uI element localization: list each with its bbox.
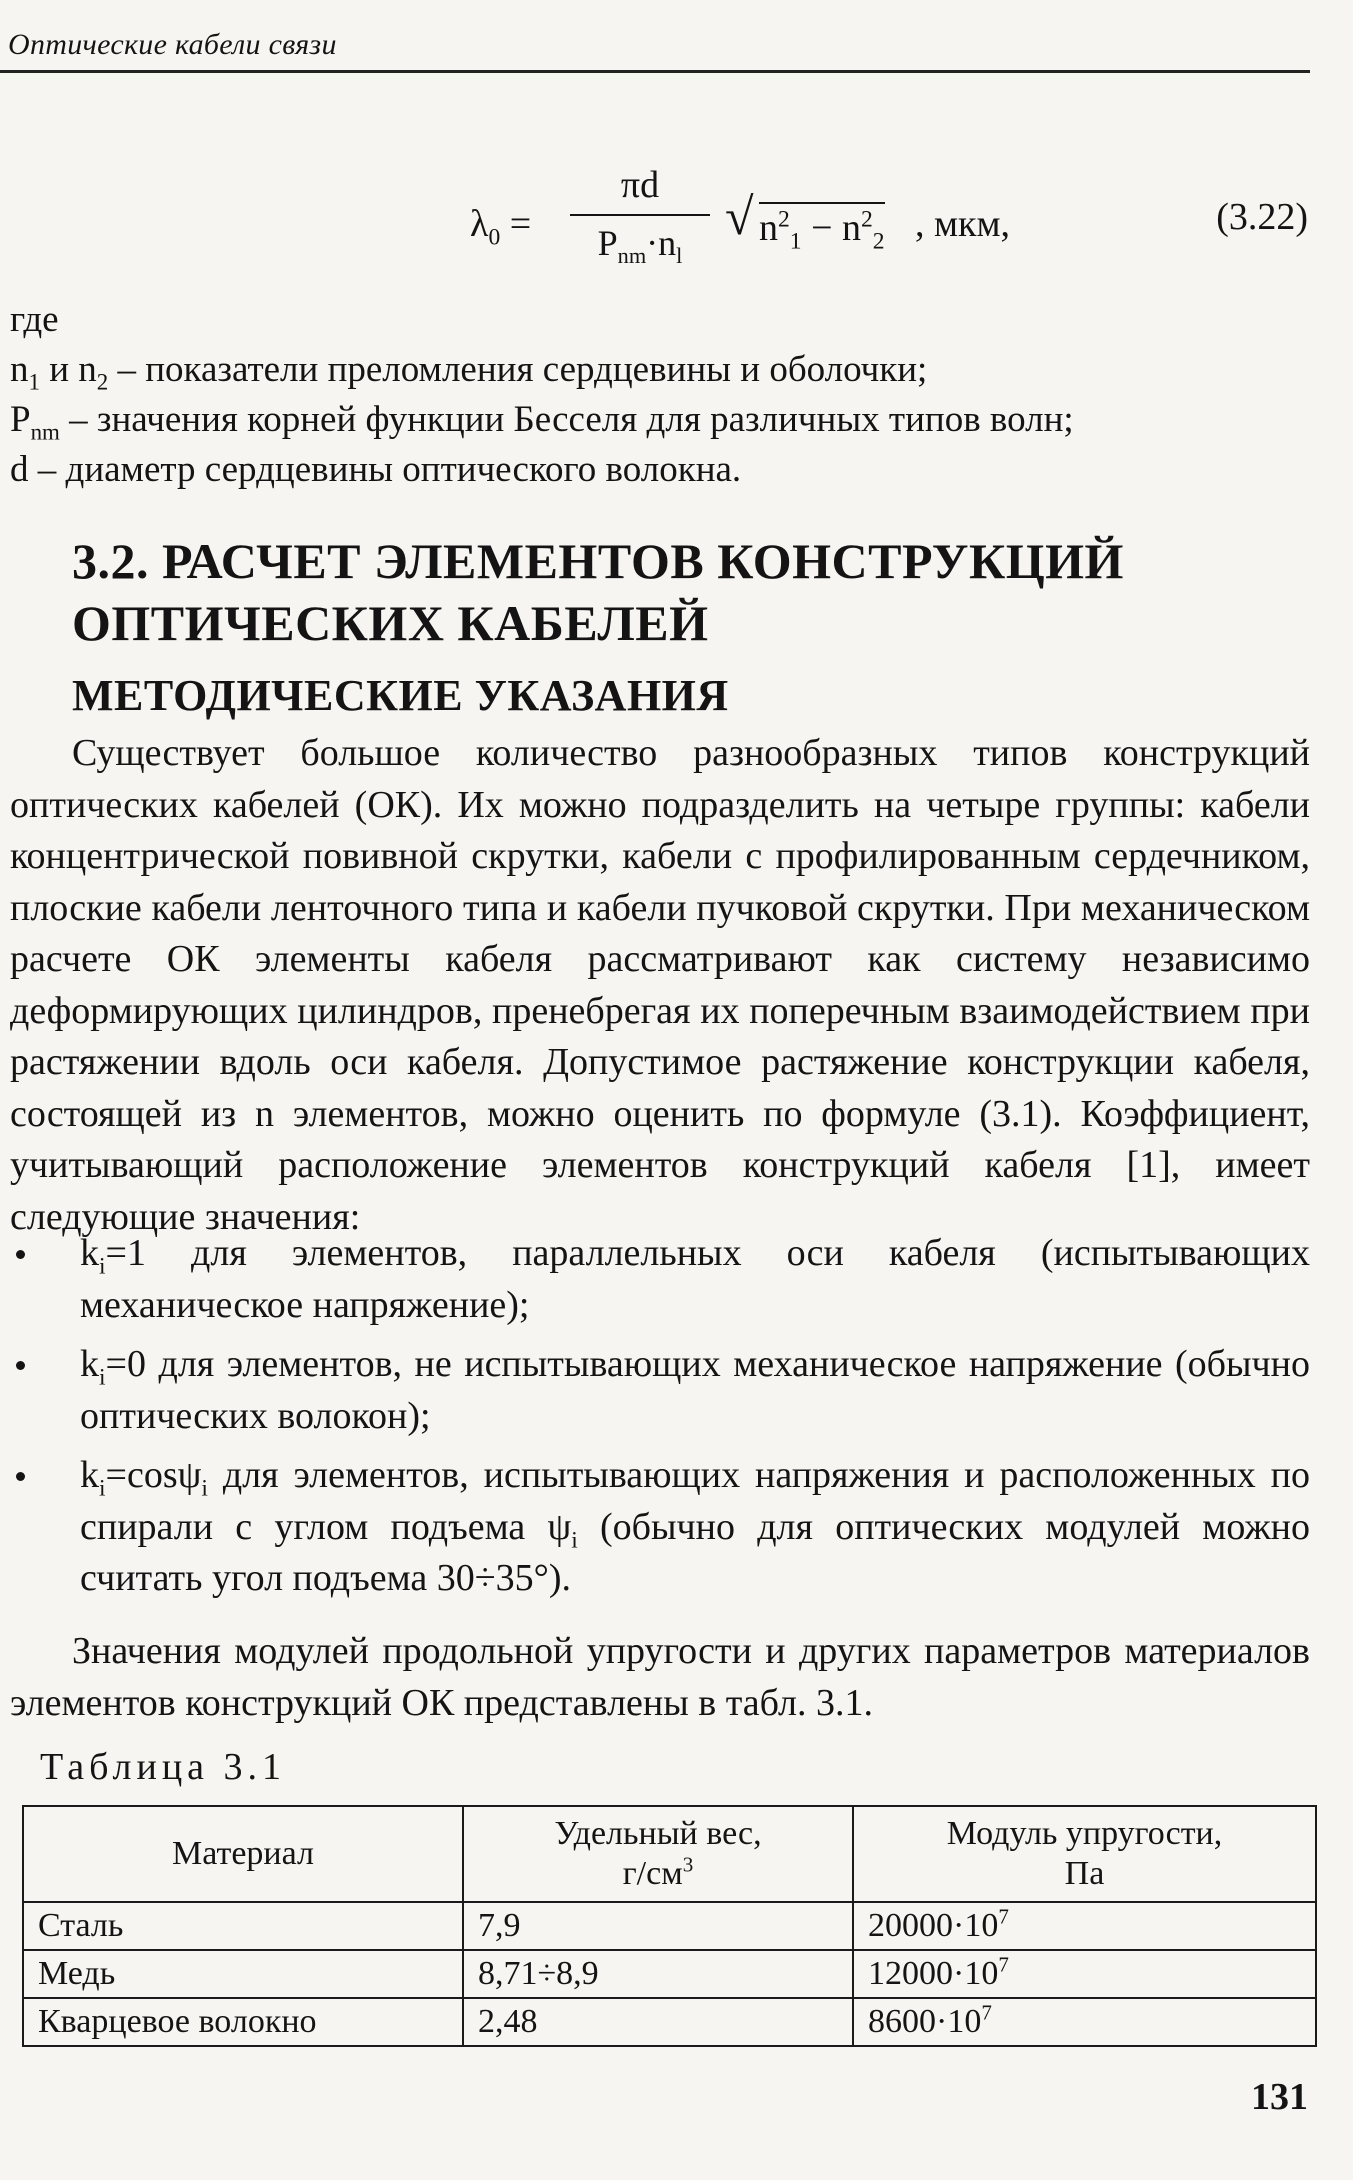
cell-weight: 7,9 xyxy=(463,1902,853,1950)
cell-material: Кварцевое волокно xyxy=(23,1998,463,2046)
definition-pnm: $P_{nm}$ – значения корней функции Бесселя для различных типов волн; xyxy=(10,399,1074,445)
cell-material: Сталь xyxy=(23,1902,463,1950)
materials-table xyxy=(22,1805,1317,2047)
cell-modulus: $8600\cdot 10^7$ xyxy=(853,1998,1316,2046)
paragraph-table-intro: Значения модулей продольной упругости и других параметров материалов элементов конструкций ОК представлены в табл. 3.1. xyxy=(10,1630,1310,1724)
sqrt-icon: √ xyxy=(725,189,754,246)
table-caption: Таблица 3.1 xyxy=(40,1746,287,1788)
cell-modulus: $12000\cdot 10^7$ xyxy=(853,1950,1316,1998)
bullet-icon xyxy=(16,1472,25,1481)
cell-weight: 8,71÷8,9 xyxy=(463,1950,853,1998)
bullet-item-2: $k_i=0$ для элементов, не испытывающих механическое напряжение (обычно оптических волокон); xyxy=(10,1339,1310,1442)
page-number: 131 xyxy=(1251,2076,1308,2118)
bullet-item-1: $k_i=1$ для элементов, параллельных оси кабеля (испытывающих механическое напряжение); xyxy=(10,1228,1310,1331)
where-label: где xyxy=(10,299,59,340)
definition-n1-n2: $n_1$ и $n_2$ – показатели преломления сердцевины и оболочки; xyxy=(10,349,928,395)
bullet-icon xyxy=(16,1250,25,1259)
equation-number: (3.22) xyxy=(1216,196,1308,238)
section-title: 3.2. РАСЧЕТ ЭЛЕМЕНТОВ КОНСТРУКЦИЙ ОПТИЧЕСКИХ КАБЕЛЕЙ xyxy=(72,533,1124,651)
table-header-row xyxy=(23,1806,1316,1902)
formula-fraction xyxy=(570,160,710,269)
fraction-bar xyxy=(570,214,710,216)
formula-radicand: $n^2_1 - n^2_2$ xyxy=(759,202,885,250)
cell-weight: 2,48 xyxy=(463,1998,853,2046)
definition-d: d – диаметр сердцевины оптического волокна. xyxy=(10,449,742,490)
formula-unit: , мкм, xyxy=(915,203,1011,245)
bullet-icon xyxy=(16,1361,25,1370)
bullet-list xyxy=(10,1228,1310,1613)
formula-lhs: $\lambda_0$ = xyxy=(470,203,532,251)
cell-material: Медь xyxy=(23,1950,463,1998)
definitions xyxy=(10,295,1310,495)
cell-modulus: $20000\cdot 10^7$ xyxy=(853,1902,1316,1950)
table-row xyxy=(23,1902,1316,1950)
body-paragraph: Существует большое количество разнообразных типов конструкций оптических кабелей (ОК). Их можно подразделить на четыре группы: кабели концентрической повивной скрутки, кабели с профилированным сердечником, плоские кабели ленточного типа и кабели пучковой скрутки. При механическом расчете ОК элементы кабеля рассматривают как систему независимо деформирующих цилиндров, пренебрегая их поперечным взаимодействием при растяжении вдоль оси кабеля. Допустимое растяжение конструкции кабеля, состоящей из n элементов, можно оценить по формуле (3.1). Коэффициент, учитывающий расположение элементов конструкций кабеля [1], имеет следующие значения: xyxy=(10,732,1310,1238)
header-rule xyxy=(0,70,1310,73)
bullet-item-3: $k_i=\cos\psi_i$ для элементов, испытывающих напряжения и расположенных по спирали с углом подъема $\psi_i$ (обычно для оптических модулей можно считать угол подъема 30÷35°). xyxy=(10,1450,1310,1605)
formula-numerator: πd xyxy=(620,164,660,206)
subsection-title: МЕТОДИЧЕСКИЕ УКАЗАНИЯ xyxy=(72,671,729,720)
formula-3-22 xyxy=(470,160,1170,290)
running-header: Оптические кабели связи xyxy=(8,28,337,61)
table-row xyxy=(23,1998,1316,2046)
header-material: Материал xyxy=(23,1806,463,1902)
formula-denominator: $P_{nm}\cdot n_l$ xyxy=(597,223,683,269)
table-row xyxy=(23,1950,1316,1998)
header-elastic-modulus: Модуль упругости, Па xyxy=(853,1806,1316,1902)
header-specific-weight: Удельный вес, $г/см^3$ xyxy=(463,1806,853,1902)
